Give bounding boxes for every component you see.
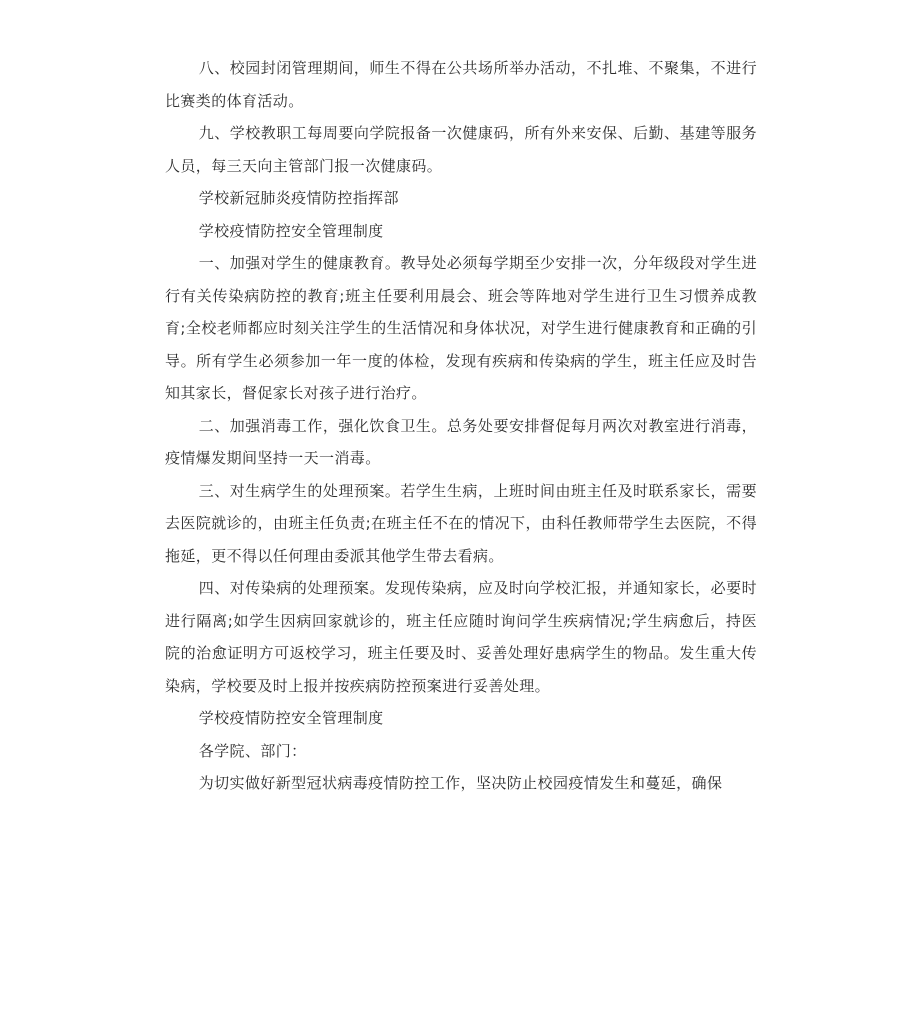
- paragraph-item-1: 一、加强对学生的健康教育。教导处必须每学期至少安排一次，分年级段对学生进行有关传染病防控的教育;班主任要利用晨会、班会等阵地对学生进行卫生习惯养成教育;全校老师都应时刻关注学生的生活情况和身体状况，对学生进行健康教育和正确的引导。所有学生必须参加一年一度的体检，发现有疾病和传染病的学生，班主任应及时告知其家长，督促家长对孩子进行治疗。: [165, 254, 757, 402]
- document-body: [165, 52, 757, 800]
- paragraph-item-4: 四、对传染病的处理预案。发现传染病，应及时向学校汇报，并通知家长，必要时进行隔离;如学生因病回家就诊的，班主任应随时询问学生疾病情况;学生病愈后，持医院的治愈证明方可返校学习，班主任要及时、妥善处理好患病学生的物品。发生重大传染病，学校要及时上报并按疾病防控预案进行妥善处理。: [165, 579, 757, 695]
- paragraph-item-8: 八、校园封闭管理期间，师生不得在公共场所举办活动，不扎堆、不聚集，不进行比赛类的体育活动。: [165, 59, 757, 110]
- signature-line: 学校新冠肺炎疫情防控指挥部: [198, 189, 399, 207]
- salutation: 各学院、部门：: [198, 741, 307, 760]
- intro-paragraph: 为切实做好新型冠状病毒疫情防控工作，坚决防止校园疫情发生和蔓延，确保: [198, 774, 723, 792]
- section-title: 学校疫情防控安全管理制度: [198, 221, 384, 240]
- paragraph-item-2: 二、加强消毒工作，强化饮食卫生。总务处要安排督促每月两次对教室进行消毒，疫情爆发期间坚持一天一消毒。: [165, 416, 757, 467]
- paragraph-item-9: 九、学校教职工每周要向学院报备一次健康码，所有外来安保、后勤、基建等服务人员，每三天向主管部门报一次健康码。: [165, 124, 757, 175]
- section-title-repeat: 学校疫情防控安全管理制度: [198, 709, 384, 727]
- paragraph-item-3: 三、对生病学生的处理预案。若学生生病，上班时间由班主任及时联系家长，需要去医院就诊的，由班主任负责;在班主任不在的情况下，由科任教师带学生去医院，不得拖延，更不得以任何理由委派其他学生带去看病。: [165, 481, 757, 565]
